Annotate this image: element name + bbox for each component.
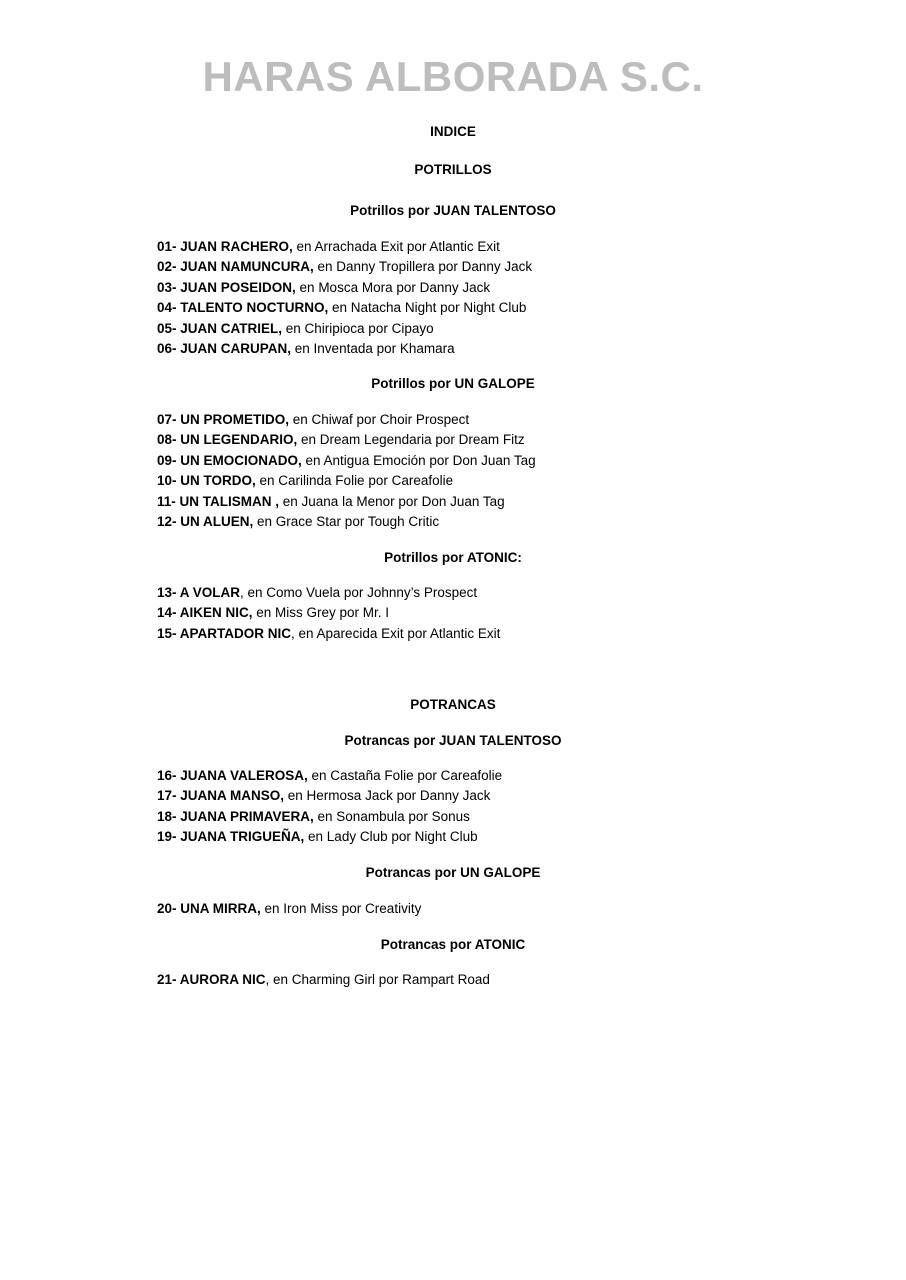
entry-list — [157, 410, 536, 532]
horse-name: 14- AIKEN NIC, — [157, 605, 253, 621]
pedigree: en Danny Tropillera por Danny Jack — [313, 259, 533, 275]
list-item — [157, 603, 500, 623]
horse-name: 19- JUANA TRIGUEÑA, — [157, 829, 305, 845]
pedigree: en Castaña Folie por Careafolie — [307, 768, 503, 783]
horse-name: 06- JUAN CARUPAN, — [157, 341, 292, 357]
group-heading: Potrancas por JUAN TALENTOSO — [344, 733, 562, 748]
horse-name: 01- JUAN RACHERO, — [157, 239, 293, 254]
list-item — [157, 827, 502, 847]
list-item — [157, 807, 502, 827]
pedigree: en Natacha Night por Night Club — [328, 300, 527, 316]
pedigree: en Arrachada Exit por Atlantic Exit — [292, 239, 500, 254]
pedigree: , en Charming Girl por Rampart Road — [265, 972, 490, 987]
list-item — [157, 237, 532, 257]
horse-name: 10- UN TORDO, — [157, 473, 256, 489]
pedigree: en Grace Star por Tough Critic — [253, 514, 440, 530]
horse-name: 16- JUANA VALEROSA, — [157, 768, 308, 783]
group-heading: Potrillos por ATONIC: — [384, 550, 522, 565]
horse-name: 04- TALENTO NOCTURNO, — [157, 300, 329, 316]
list-item — [157, 451, 536, 471]
pedigree: en Lady Club por Night Club — [304, 829, 478, 845]
group-heading: Potrillos por UN GALOPE — [371, 376, 535, 391]
horse-name: 18- JUANA PRIMAVERA, — [157, 808, 314, 824]
pedigree: en Hermosa Jack por Danny Jack — [284, 788, 491, 804]
list-item — [157, 492, 536, 512]
horse-name: 15- APARTADOR NIC — [157, 625, 292, 641]
potrillos-heading: POTRILLOS — [414, 162, 492, 177]
list-item — [157, 339, 532, 359]
horse-name: 08- UN LEGENDARIO, — [157, 432, 298, 448]
horse-name: 03- JUAN POSEIDON, — [157, 279, 296, 295]
horse-name: 02- JUAN NAMUNCURA, — [157, 259, 314, 275]
pedigree: en Dream Legendaria por Dream Fitz — [297, 432, 525, 448]
list-item — [157, 319, 532, 339]
pedigree: en Iron Miss por Creativity — [260, 901, 422, 916]
pedigree: en Miss Grey por Mr. I — [252, 605, 390, 621]
entry-list — [157, 970, 490, 990]
horse-name: 20- UNA MIRRA, — [157, 901, 261, 916]
list-item — [157, 278, 532, 298]
entry-list — [157, 766, 502, 848]
pedigree: en Inventada por Khamara — [291, 341, 455, 357]
pedigree: en Juana la Menor por Don Juan Tag — [279, 493, 505, 509]
entry-list — [157, 583, 500, 644]
pedigree: , en Como Vuela por Johnny’s Prospect — [240, 585, 478, 600]
index-heading: INDICE — [430, 124, 476, 139]
document-title: HARAS ALBORADA S.C. — [202, 53, 704, 100]
pedigree: en Chiwaf por Choir Prospect — [289, 412, 470, 427]
potrancas-heading: POTRANCAS — [410, 697, 496, 712]
pedigree: en Carilinda Folie por Careafolie — [255, 473, 454, 489]
horse-name: 17- JUANA MANSO, — [157, 788, 285, 804]
list-item — [157, 583, 500, 603]
horse-name: 05- JUAN CATRIEL, — [157, 320, 283, 336]
horse-name: 21- AURORA NIC — [157, 972, 266, 987]
entry-list — [157, 899, 421, 919]
list-item — [157, 298, 532, 318]
pedigree: en Sonambula por Sonus — [313, 808, 470, 824]
entry-list — [157, 237, 532, 359]
pedigree: en Antigua Emoción por Don Juan Tag — [301, 452, 536, 468]
horse-name: 12- UN ALUEN, — [157, 514, 254, 530]
list-item — [157, 257, 532, 277]
list-item — [157, 430, 536, 450]
pedigree: en Mosca Mora por Danny Jack — [295, 279, 491, 295]
list-item — [157, 970, 490, 990]
horse-name: 13- A VOLAR — [157, 585, 241, 600]
horse-name: 11- UN TALISMAN , — [157, 493, 280, 509]
list-item — [157, 512, 536, 532]
pedigree: , en Aparecida Exit por Atlantic Exit — [291, 625, 501, 641]
group-heading: Potrancas por UN GALOPE — [365, 865, 541, 880]
horse-name: 09- UN EMOCIONADO, — [157, 452, 302, 468]
list-item — [157, 410, 536, 430]
group-heading: Potrancas por ATONIC — [380, 937, 526, 952]
list-item — [157, 471, 536, 491]
group-heading: Potrillos por JUAN TALENTOSO — [350, 203, 556, 218]
list-item — [157, 899, 421, 919]
pedigree: en Chiripioca por Cipayo — [282, 320, 434, 336]
list-item — [157, 766, 502, 786]
horse-name: 07- UN PROMETIDO, — [157, 412, 290, 427]
list-item — [157, 786, 502, 806]
list-item — [157, 624, 500, 644]
